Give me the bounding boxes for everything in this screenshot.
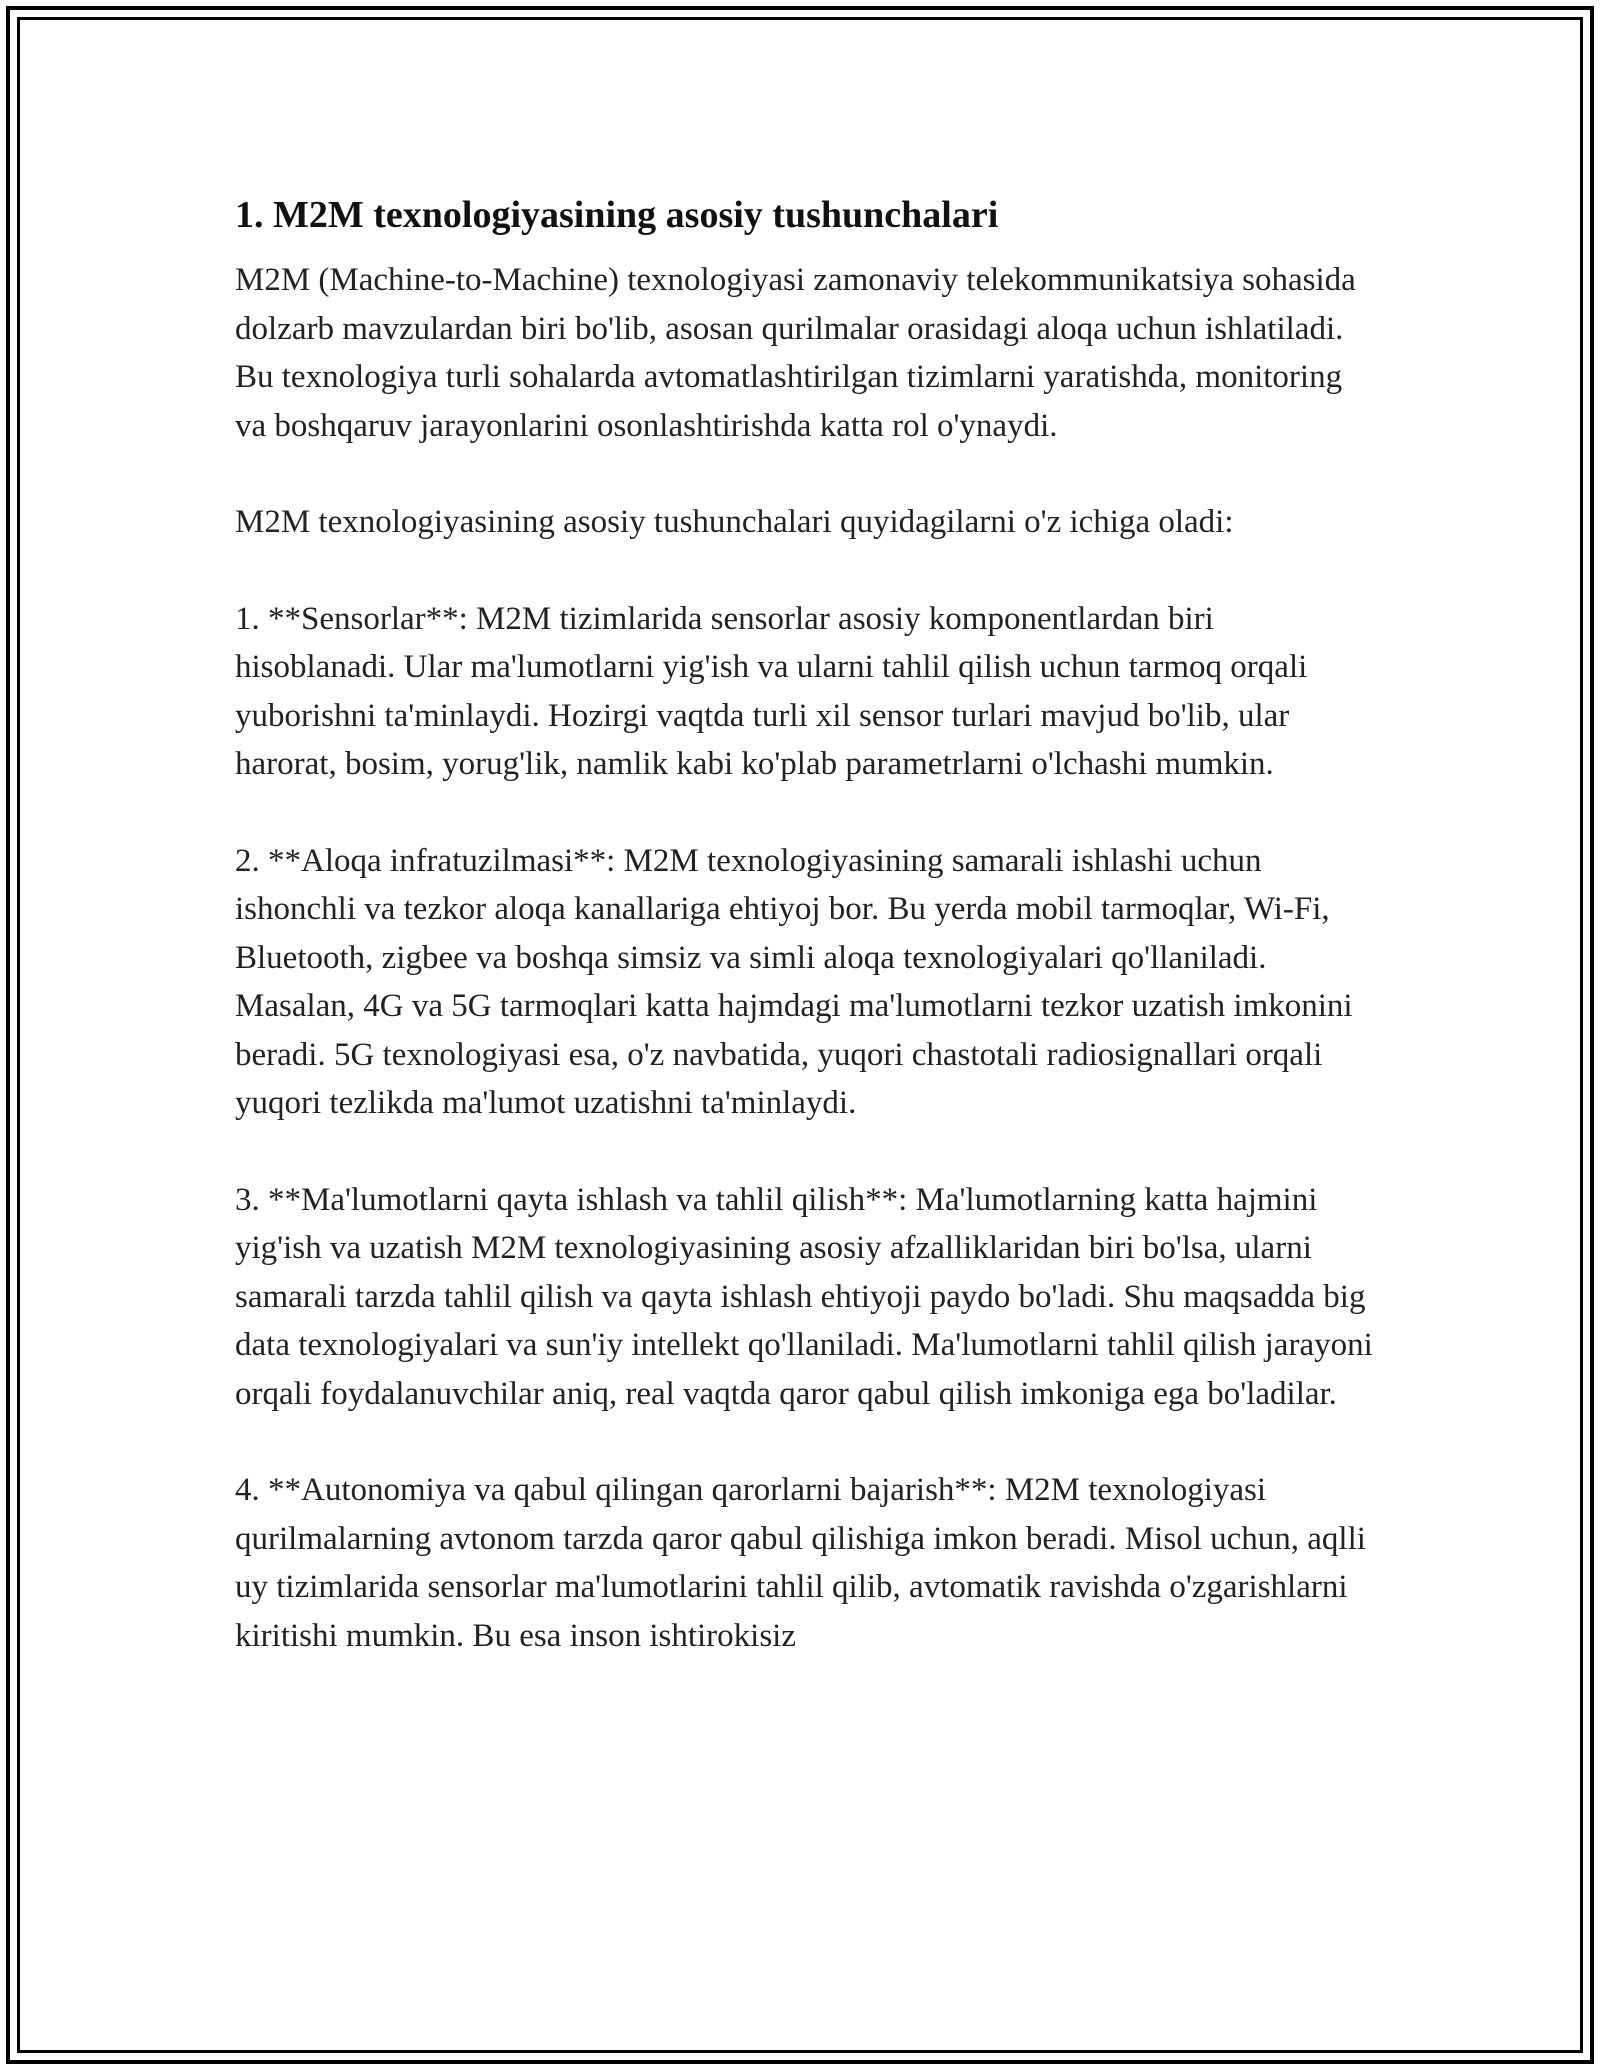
sensors-paragraph: 1. **Sensorlar**: M2M tizimlarida sensorlar asosiy komponentlardan biri hisoblanadi. Ular ma'lumotlarni yig'ish va ularni tahlil qilish uchun tarmoq orqali yuborishni ta'minlaydi. Hozirgi vaqtda turli xil sensor turlari mavjud bo'lib, ular harorat, bosim, yorug'lik, namlik kabi ko'plab parametrlarni o'lchashi mumkin. [235, 600, 1308, 782]
concepts-lead-paragraph: M2M texnologiyasining asosiy tushunchalari quyidagilarni o'z ichiga oladi: [235, 504, 1234, 540]
autonomy-paragraph: 4. **Autonomiya va qabul qilingan qarorlarni bajarish**: M2M texnologiyasi qurilmalarning avtonom tarzda qaror qabul qilishiga imkon beradi. Misol uchun, aqlli uy tizimlarida sensorlar ma'lumotlarini tahlil qilib, avtomatik ravishda o'zgarishlarni kiritishi mumkin. Bu esa inson ishtirokisiz [235, 1472, 1366, 1654]
communication-infrastructure-paragraph: 2. **Aloqa infratuzilmasi**: M2M texnologiyasining samarali ishlashi uchun ishonchli va tezkor aloqa kanallariga ehtiyoj bor. Bu yerda mobil tarmoqlar, Wi-Fi, Bluetooth, zigbee va boshqa simsiz va simli aloqa texnologiyalari qo'llaniladi. Masalan, 4G va 5G tarmoqlari katta hajmdagi ma'lumotlarni tezkor uzatish imkonini beradi. 5G texnologiyasi esa, o'z navbatida, yuqori chastotali radiosignallari orqali yuqori tezlikda ma'lumot uzatishni ta'minlaydi. [235, 842, 1353, 1121]
section-heading: 1. M2M texnologiyasining asosiy tushunchalari [235, 194, 999, 236]
intro-paragraph: M2M (Machine-to-Machine) texnologiyasi zamonaviy telekommunikatsiya sohasida dolzarb mavzulardan biri bo'lib, asosan qurilmalar orasidagi aloqa uchun ishlatiladi. Bu texnologiya turli sohalarda avtomatlashtirilgan tizimlarni yaratishda, monitoring va boshqaruv jarayonlarini osonlashtirishda katta rol o'ynaydi. [235, 262, 1356, 444]
document-body [235, 190, 1375, 1708]
data-processing-paragraph: 3. **Ma'lumotlarni qayta ishlash va tahlil qilish**: Ma'lumotlarning katta hajmini yig'ish va uzatish M2M texnologiyasining asosiy afzalliklaridan biri bo'lsa, ularni samarali tarzda tahlil qilish va qayta ishlash ehtiyoji paydo bo'ladi. Shu maqsadda big data texnologiyalari va sun'iy intellekt qo'llaniladi. Ma'lumotlarni tahlil qilish jarayoni orqali foydalanuvchilar aniq, real vaqtda qaror qabul qilish imkoniga ega bo'ladilar. [235, 1181, 1373, 1412]
